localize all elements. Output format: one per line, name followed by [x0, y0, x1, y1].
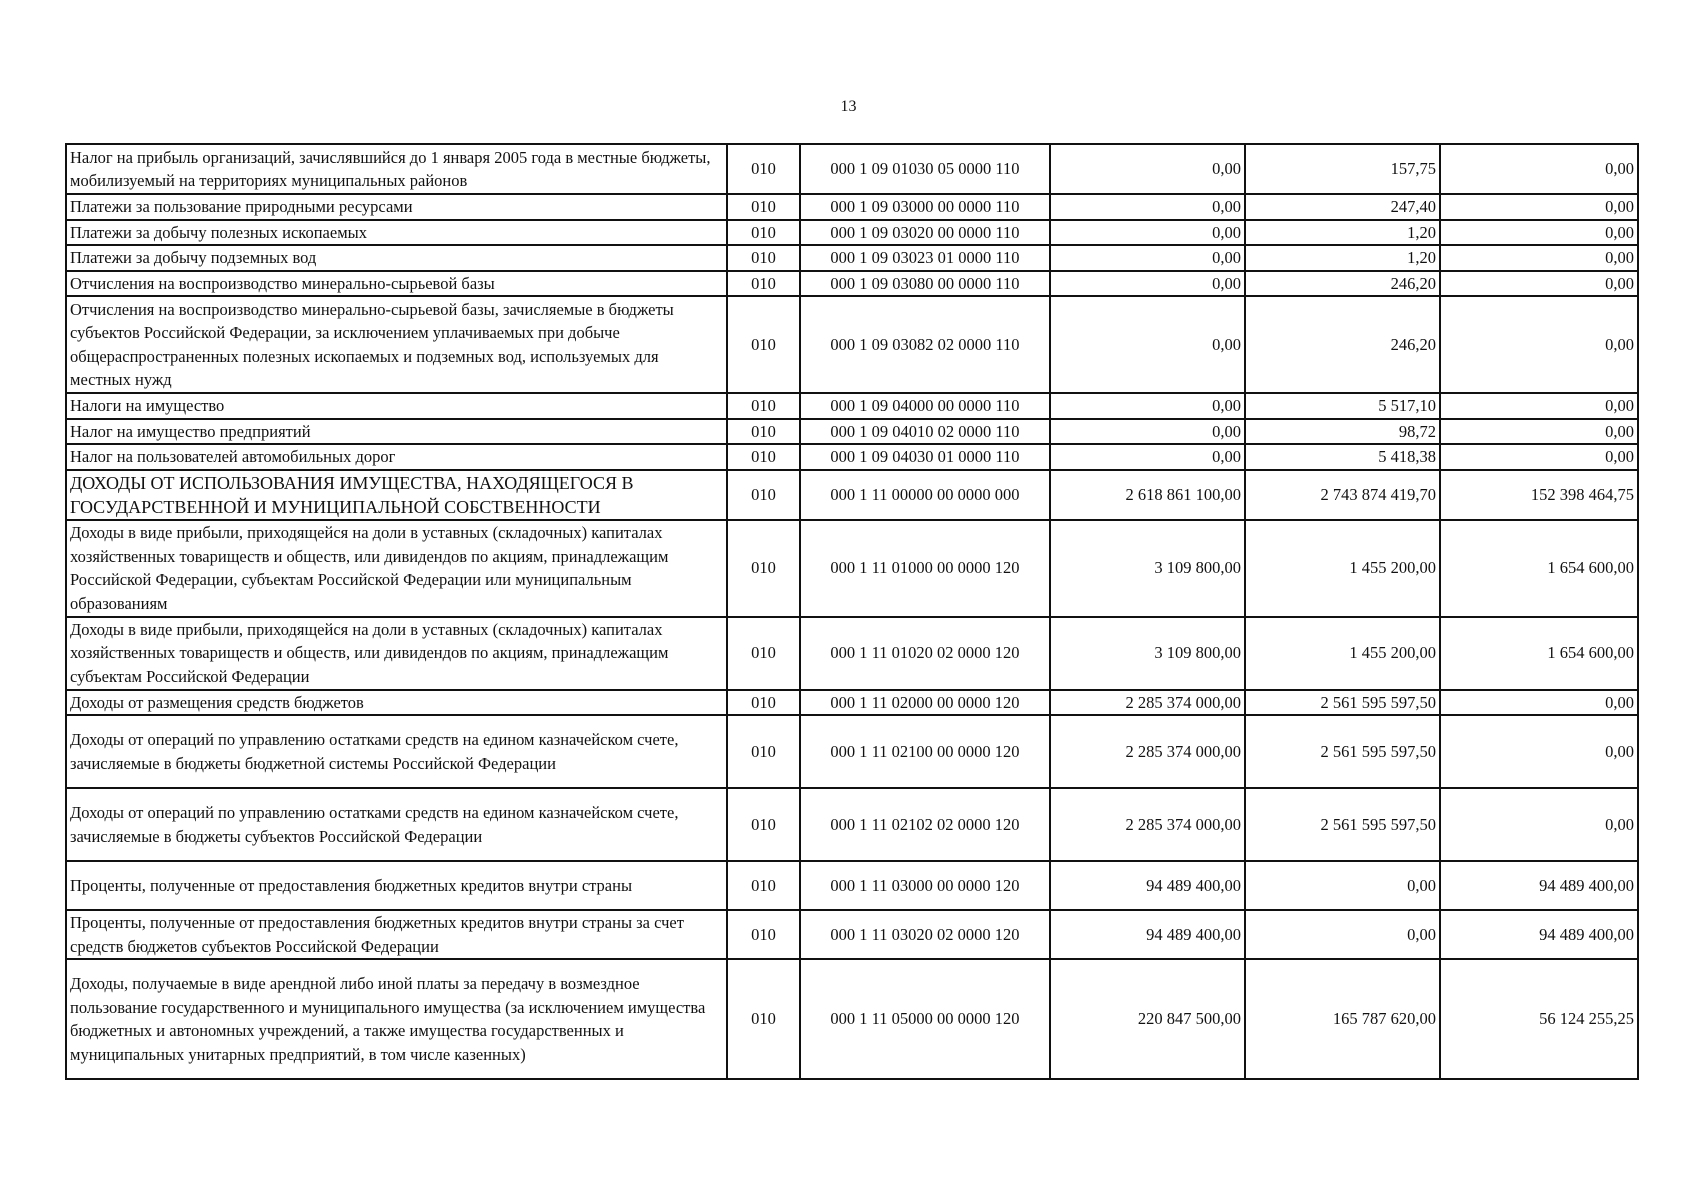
revenue-name-cell: Доходы, получаемые в виде арендной либо иной платы за передачу в возмездное пользование государственного и муниципального имущества (за исключением имущества бюджетных и автономных учреждений, а также имущества государственных и муниципальных унитарных предприятий, в том числе казенных) [66, 959, 727, 1079]
amount-column-2-cell: 2 561 595 597,50 [1245, 715, 1440, 788]
line-code-cell: 010 [727, 520, 800, 617]
amount-column-1-cell: 94 489 400,00 [1050, 861, 1245, 910]
table-row [66, 194, 1638, 220]
table-row [66, 271, 1638, 297]
budget-classification-code-cell: 000 1 11 02100 00 0000 120 [800, 715, 1050, 788]
amount-column-1-cell: 0,00 [1050, 419, 1245, 445]
amount-column-2-cell: 1,20 [1245, 220, 1440, 246]
line-code-cell: 010 [727, 393, 800, 419]
amount-column-1-cell: 220 847 500,00 [1050, 959, 1245, 1079]
table-row [66, 910, 1638, 959]
revenue-name-cell: Платежи за пользование природными ресурсами [66, 194, 727, 220]
line-code-cell: 010 [727, 470, 800, 520]
budget-classification-code-cell: 000 1 11 02000 00 0000 120 [800, 690, 1050, 716]
table-row [66, 617, 1638, 690]
amount-column-2-cell: 247,40 [1245, 194, 1440, 220]
revenue-name-cell: Отчисления на воспроизводство минерально-сырьевой базы, зачисляемые в бюджеты субъектов Российской Федерации, за исключением уплачиваемых при добыче общераспространенных полезных ископаемых и подземных вод, используемых для местных нужд [66, 296, 727, 393]
revenue-name-cell: Налог на прибыль организаций, зачислявшийся до 1 января 2005 года в местные бюджеты, мобилизуемый на территориях муниципальных районов [66, 144, 727, 194]
revenue-name-cell: Доходы в виде прибыли, приходящейся на доли в уставных (складочных) капиталах хозяйственных товариществ и обществ, или дивидендов по акциям, принадлежащим субъектам Российской Федерации [66, 617, 727, 690]
amount-column-1-cell: 0,00 [1050, 194, 1245, 220]
amount-column-2-cell: 98,72 [1245, 419, 1440, 445]
budget-classification-code-cell: 000 1 09 03000 00 0000 110 [800, 194, 1050, 220]
amount-column-3-cell: 1 654 600,00 [1440, 617, 1638, 690]
amount-column-3-cell: 0,00 [1440, 144, 1638, 194]
revenue-name-cell: ДОХОДЫ ОТ ИСПОЛЬЗОВАНИЯ ИМУЩЕСТВА, НАХОДЯЩЕГОСЯ В ГОСУДАРСТВЕННОЙ И МУНИЦИПАЛЬНОЙ СОБСТВЕННОСТИ [66, 470, 727, 520]
table-row [66, 959, 1638, 1079]
table-row [66, 715, 1638, 788]
revenue-name-cell: Доходы от размещения средств бюджетов [66, 690, 727, 716]
table-row [66, 690, 1638, 716]
amount-column-1-cell: 0,00 [1050, 271, 1245, 297]
amount-column-3-cell: 0,00 [1440, 194, 1638, 220]
amount-column-1-cell: 0,00 [1050, 296, 1245, 393]
amount-column-1-cell: 2 618 861 100,00 [1050, 470, 1245, 520]
amount-column-3-cell: 152 398 464,75 [1440, 470, 1638, 520]
line-code-cell: 010 [727, 910, 800, 959]
table-row [66, 520, 1638, 617]
line-code-cell: 010 [727, 220, 800, 246]
amount-column-2-cell: 1,20 [1245, 245, 1440, 271]
amount-column-2-cell: 5 418,38 [1245, 444, 1440, 470]
budget-classification-code-cell: 000 1 09 03082 02 0000 110 [800, 296, 1050, 393]
amount-column-2-cell: 246,20 [1245, 296, 1440, 393]
line-code-cell: 010 [727, 271, 800, 297]
revenue-name-cell: Налог на имущество предприятий [66, 419, 727, 445]
amount-column-3-cell: 1 654 600,00 [1440, 520, 1638, 617]
line-code-cell: 010 [727, 788, 800, 861]
budget-classification-code-cell: 000 1 09 04010 02 0000 110 [800, 419, 1050, 445]
amount-column-1-cell: 3 109 800,00 [1050, 520, 1245, 617]
revenue-name-cell: Налог на пользователей автомобильных дорог [66, 444, 727, 470]
line-code-cell: 010 [727, 296, 800, 393]
budget-classification-code-cell: 000 1 11 03020 02 0000 120 [800, 910, 1050, 959]
amount-column-1-cell: 2 285 374 000,00 [1050, 715, 1245, 788]
amount-column-1-cell: 2 285 374 000,00 [1050, 690, 1245, 716]
amount-column-1-cell: 0,00 [1050, 444, 1245, 470]
budget-classification-code-cell: 000 1 11 03000 00 0000 120 [800, 861, 1050, 910]
line-code-cell: 010 [727, 861, 800, 910]
amount-column-1-cell: 94 489 400,00 [1050, 910, 1245, 959]
page-number: 13 [840, 98, 857, 115]
table-row [66, 296, 1638, 393]
amount-column-3-cell: 0,00 [1440, 296, 1638, 393]
revenue-name-cell: Доходы от операций по управлению остатками средств на едином казначейском счете, зачисляемые в бюджеты бюджетной системы Российской Федерации [66, 715, 727, 788]
table-row [66, 393, 1638, 419]
budget-classification-code-cell: 000 1 11 01020 02 0000 120 [800, 617, 1050, 690]
revenue-name-cell: Проценты, полученные от предоставления бюджетных кредитов внутри страны за счет средств бюджетов субъектов Российской Федерации [66, 910, 727, 959]
table-row [66, 470, 1638, 520]
revenue-name-cell: Проценты, полученные от предоставления бюджетных кредитов внутри страны [66, 861, 727, 910]
budget-classification-code-cell: 000 1 09 03020 00 0000 110 [800, 220, 1050, 246]
budget-classification-code-cell: 000 1 09 01030 05 0000 110 [800, 144, 1050, 194]
amount-column-3-cell: 0,00 [1440, 419, 1638, 445]
line-code-cell: 010 [727, 419, 800, 445]
amount-column-3-cell: 0,00 [1440, 393, 1638, 419]
budget-classification-code-cell: 000 1 11 05000 00 0000 120 [800, 959, 1050, 1079]
amount-column-2-cell: 1 455 200,00 [1245, 520, 1440, 617]
line-code-cell: 010 [727, 617, 800, 690]
amount-column-2-cell: 2 743 874 419,70 [1245, 470, 1440, 520]
amount-column-2-cell: 0,00 [1245, 910, 1440, 959]
amount-column-1-cell: 0,00 [1050, 144, 1245, 194]
amount-column-3-cell: 0,00 [1440, 245, 1638, 271]
amount-column-2-cell: 157,75 [1245, 144, 1440, 194]
amount-column-3-cell: 0,00 [1440, 690, 1638, 716]
table-row [66, 444, 1638, 470]
amount-column-3-cell: 0,00 [1440, 271, 1638, 297]
amount-column-1-cell: 0,00 [1050, 393, 1245, 419]
amount-column-3-cell: 94 489 400,00 [1440, 910, 1638, 959]
table-row [66, 245, 1638, 271]
revenue-name-cell: Платежи за добычу подземных вод [66, 245, 727, 271]
budget-classification-code-cell: 000 1 11 02102 02 0000 120 [800, 788, 1050, 861]
amount-column-2-cell: 1 455 200,00 [1245, 617, 1440, 690]
revenue-name-cell: Платежи за добычу полезных ископаемых [66, 220, 727, 246]
amount-column-2-cell: 165 787 620,00 [1245, 959, 1440, 1079]
amount-column-1-cell: 0,00 [1050, 245, 1245, 271]
budget-classification-code-cell: 000 1 09 04030 01 0000 110 [800, 444, 1050, 470]
revenue-name-cell: Доходы в виде прибыли, приходящейся на доли в уставных (складочных) капиталах хозяйственных товариществ и обществ, или дивидендов по акциям, принадлежащим Российской Федерации, субъектам Российской Федерации или муниципальным образованиям [66, 520, 727, 617]
table-row [66, 220, 1638, 246]
amount-column-2-cell: 2 561 595 597,50 [1245, 788, 1440, 861]
line-code-cell: 010 [727, 194, 800, 220]
line-code-cell: 010 [727, 959, 800, 1079]
table-row [66, 419, 1638, 445]
line-code-cell: 010 [727, 144, 800, 194]
revenue-name-cell: Налоги на имущество [66, 393, 727, 419]
table-row [66, 144, 1638, 194]
amount-column-3-cell: 0,00 [1440, 715, 1638, 788]
budget-classification-code-cell: 000 1 09 03080 00 0000 110 [800, 271, 1050, 297]
amount-column-2-cell: 0,00 [1245, 861, 1440, 910]
budget-classification-code-cell: 000 1 11 01000 00 0000 120 [800, 520, 1050, 617]
amount-column-3-cell: 56 124 255,25 [1440, 959, 1638, 1079]
revenue-name-cell: Доходы от операций по управлению остатками средств на едином казначейском счете, зачисляемые в бюджеты субъектов Российской Федерации [66, 788, 727, 861]
line-code-cell: 010 [727, 444, 800, 470]
budget-classification-code-cell: 000 1 11 00000 00 0000 000 [800, 470, 1050, 520]
amount-column-1-cell: 3 109 800,00 [1050, 617, 1245, 690]
line-code-cell: 010 [727, 690, 800, 716]
line-code-cell: 010 [727, 715, 800, 788]
amount-column-3-cell: 0,00 [1440, 444, 1638, 470]
amount-column-2-cell: 2 561 595 597,50 [1245, 690, 1440, 716]
line-code-cell: 010 [727, 245, 800, 271]
amount-column-3-cell: 94 489 400,00 [1440, 861, 1638, 910]
table-row [66, 861, 1638, 910]
budget-classification-code-cell: 000 1 09 04000 00 0000 110 [800, 393, 1050, 419]
amount-column-3-cell: 0,00 [1440, 788, 1638, 861]
revenue-name-cell: Отчисления на воспроизводство минерально-сырьевой базы [66, 271, 727, 297]
amount-column-1-cell: 2 285 374 000,00 [1050, 788, 1245, 861]
table-row [66, 788, 1638, 861]
amount-column-2-cell: 246,20 [1245, 271, 1440, 297]
revenue-table [65, 143, 1639, 1080]
amount-column-3-cell: 0,00 [1440, 220, 1638, 246]
amount-column-1-cell: 0,00 [1050, 220, 1245, 246]
amount-column-2-cell: 5 517,10 [1245, 393, 1440, 419]
budget-classification-code-cell: 000 1 09 03023 01 0000 110 [800, 245, 1050, 271]
